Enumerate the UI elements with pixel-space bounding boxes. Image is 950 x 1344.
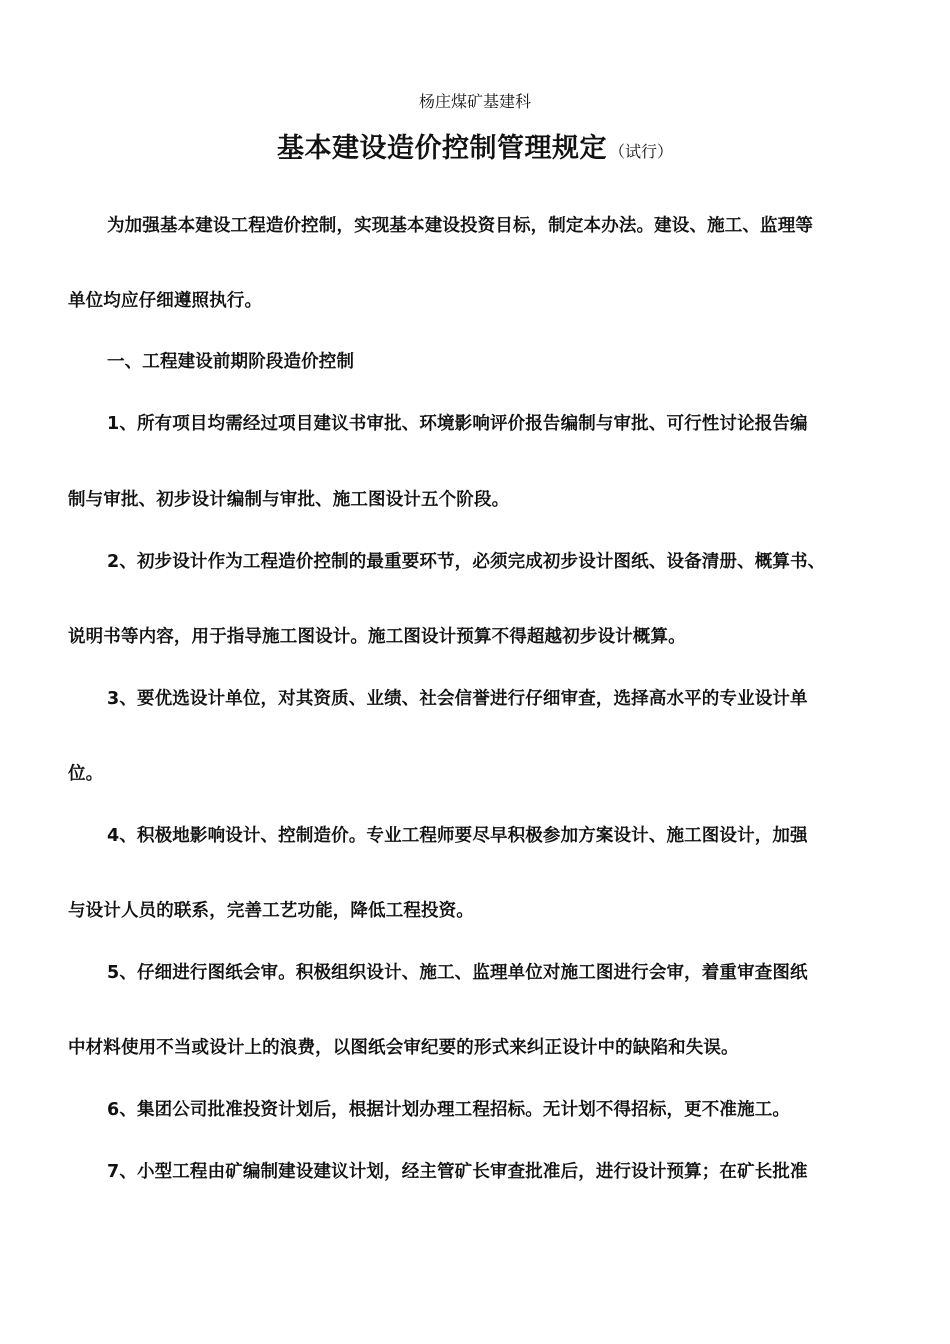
item-3-line-2: 位。	[68, 764, 104, 784]
item-4-line-1: 4、积极地影响设计、控制造价。专业工程师要尽早积极参加方案设计、施工图设计，加强	[107, 826, 808, 846]
body-line-1: 为加强基本建设工程造价控制，实现基本建设投资目标，制定本办法。建设、施工、监理等	[107, 216, 813, 236]
department-name: 杨庄煤矿基建科	[418, 92, 531, 111]
document-title: 基本建设造价控制管理规定	[276, 133, 607, 164]
item-4-line-2: 与设计人员的联系，完善工艺功能，降低工程投资。	[68, 901, 474, 921]
item-2-line-2: 说明书等内容，用于指导施工图设计。施工图设计预算不得超越初步设计概算。	[68, 627, 686, 647]
item-1-line-2: 制与审批、初步设计编制与审批、施工图设计五个阶段。	[68, 490, 510, 510]
item-6-line-1: 6、集团公司批准投资计划后，根据计划办理工程招标。无计划不得招标，更不准施工。	[107, 1100, 791, 1120]
item-5-line-1: 5、仔细进行图纸会审。积极组织设计、施工、监理单位对施工图进行会审，着重审查图纸	[107, 963, 808, 983]
body-line-2: 单位均应仔细遵照执行。	[68, 291, 263, 311]
item-1-line-1: 1、所有项目均需经过项目建议书审批、环境影响评价报告编制与审批、可行性讨论报告编	[107, 414, 808, 434]
title-row	[0, 132, 950, 169]
item-3-line-1: 3、要优选设计单位，对其资质、业绩、社会信誉进行仔细审查，选择高水平的专业设计单	[107, 689, 808, 709]
item-7-line-1: 7、小型工程由矿编制建设建议计划，经主管矿长审查批准后，进行设计预算；在矿长批准	[107, 1162, 808, 1182]
title-note: （试行）	[608, 142, 673, 161]
section-heading-1: 一、工程建设前期阶段造价控制	[107, 352, 355, 372]
item-2-line-1: 2、初步设计作为工程造价控制的最重要环节，必须完成初步设计图纸、设备清册、概算书、	[107, 552, 826, 572]
item-5-line-2: 中材料使用不当或设计上的浪费，以图纸会审纪要的形式来纠正设计中的缺陷和失误。	[68, 1038, 739, 1058]
